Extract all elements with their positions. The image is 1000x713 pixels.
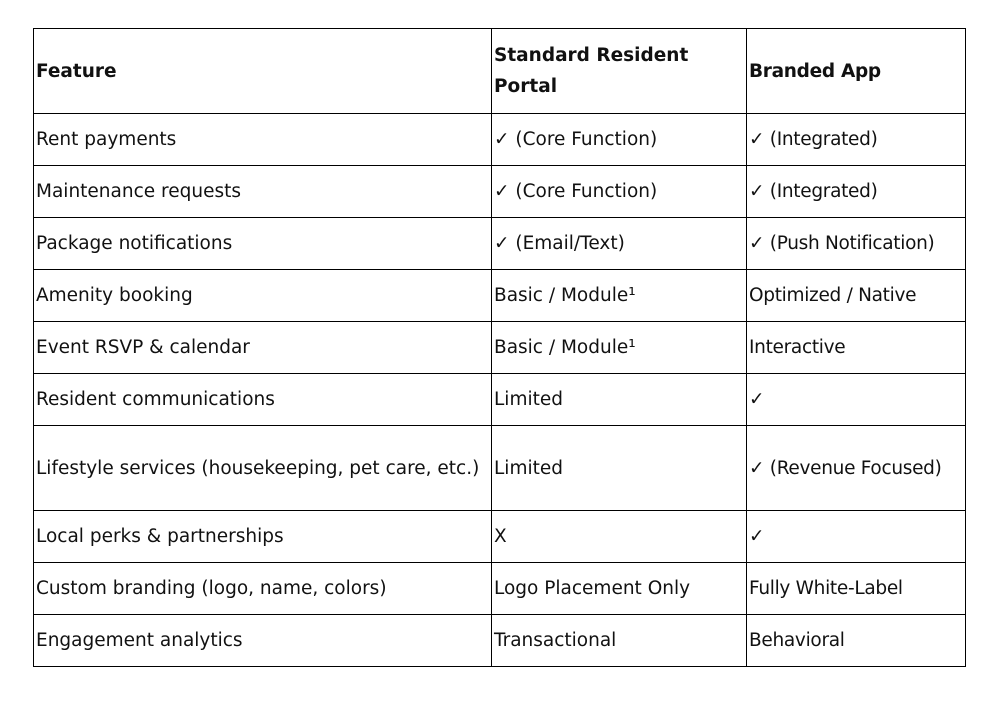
table-row <box>34 322 966 374</box>
standard-portal-cell: Transactional <box>492 615 747 667</box>
feature-cell: Event RSVP & calendar <box>34 322 492 374</box>
header-branded-app: Branded App <box>747 29 966 114</box>
branded-app-cell: Behavioral <box>747 615 966 667</box>
header-feature: Feature <box>34 29 492 114</box>
standard-portal-cell: ✓ (Email/Text) <box>492 218 747 270</box>
branded-app-cell: Interactive <box>747 322 966 374</box>
standard-portal-cell: Logo Placement Only <box>492 563 747 615</box>
feature-cell: Lifestyle services (housekeeping, pet care, etc.) <box>34 426 492 511</box>
table-row <box>34 615 966 667</box>
table-row <box>34 426 966 511</box>
table-row <box>34 218 966 270</box>
standard-portal-cell: ✓ (Core Function) <box>492 166 747 218</box>
standard-portal-cell: Basic / Module¹ <box>492 322 747 374</box>
header-row <box>34 29 966 114</box>
feature-comparison-table <box>33 28 966 667</box>
table-row <box>34 374 966 426</box>
table-row <box>34 511 966 563</box>
feature-cell: Amenity booking <box>34 270 492 322</box>
branded-app-cell: ✓ <box>747 374 966 426</box>
branded-app-cell: ✓ (Integrated) <box>747 114 966 166</box>
header-standard-resident-portal: Standard Resident Portal <box>492 29 747 114</box>
branded-app-cell: ✓ (Integrated) <box>747 166 966 218</box>
feature-cell: Local perks & partnerships <box>34 511 492 563</box>
table-header <box>34 29 966 114</box>
table-body <box>34 114 966 667</box>
feature-cell: Resident communications <box>34 374 492 426</box>
feature-cell: Rent payments <box>34 114 492 166</box>
branded-app-cell: ✓ (Push Notification) <box>747 218 966 270</box>
table-row <box>34 270 966 322</box>
table-row <box>34 166 966 218</box>
table-row <box>34 563 966 615</box>
feature-cell: Engagement analytics <box>34 615 492 667</box>
feature-cell: Maintenance requests <box>34 166 492 218</box>
branded-app-cell: Fully White-Label <box>747 563 966 615</box>
standard-portal-cell: Limited <box>492 374 747 426</box>
standard-portal-cell: X <box>492 511 747 563</box>
branded-app-cell: ✓ <box>747 511 966 563</box>
standard-portal-cell: ✓ (Core Function) <box>492 114 747 166</box>
feature-cell: Custom branding (logo, name, colors) <box>34 563 492 615</box>
feature-cell: Package notifications <box>34 218 492 270</box>
table-row <box>34 114 966 166</box>
standard-portal-cell: Basic / Module¹ <box>492 270 747 322</box>
branded-app-cell: Optimized / Native <box>747 270 966 322</box>
branded-app-cell: ✓ (Revenue Focused) <box>747 426 966 511</box>
standard-portal-cell: Limited <box>492 426 747 511</box>
